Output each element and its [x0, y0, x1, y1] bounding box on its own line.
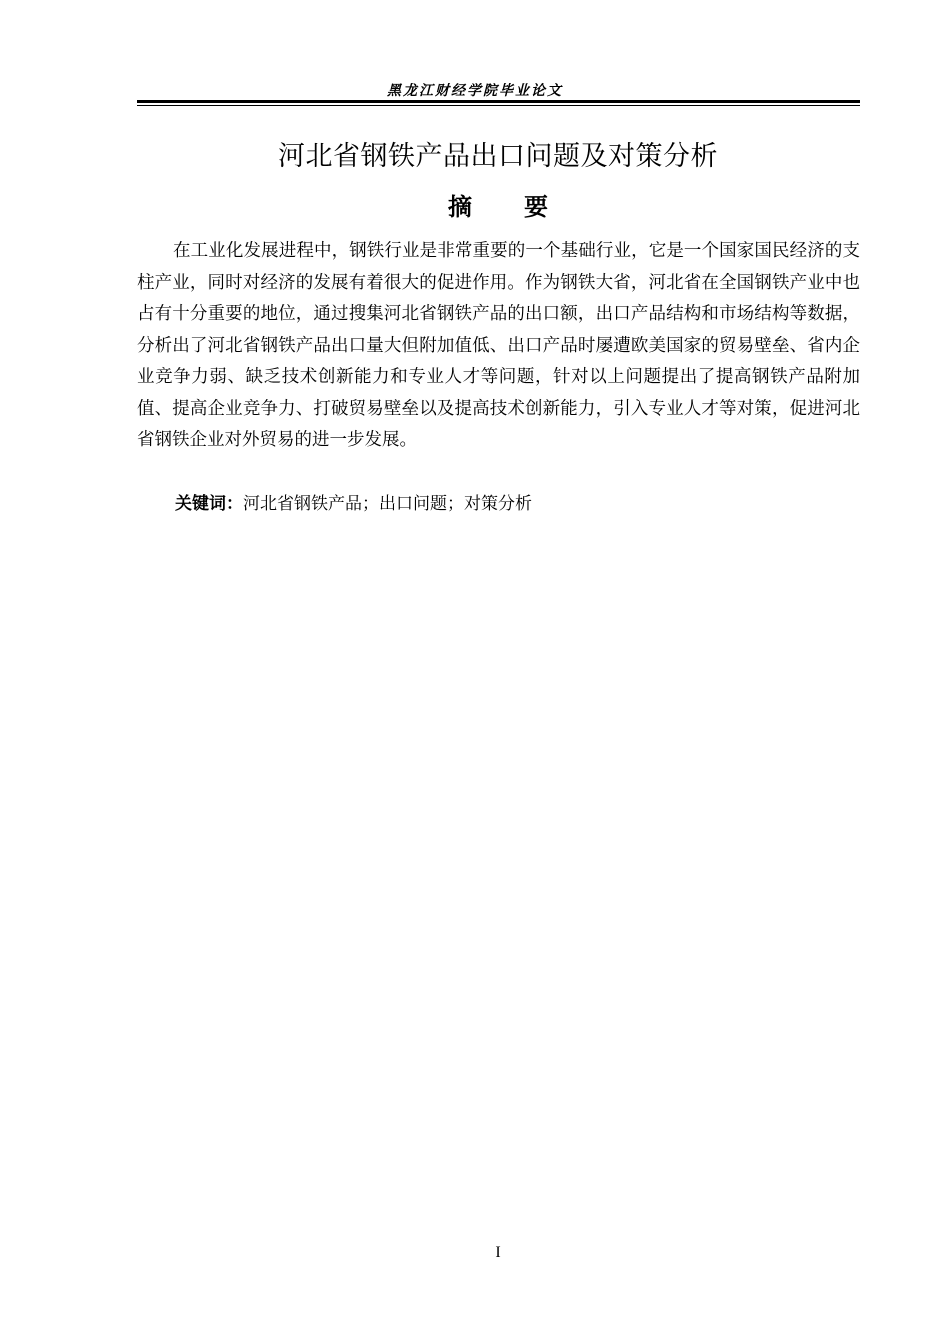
header-rule-thin	[137, 105, 860, 106]
abstract-heading-char-1: 摘	[448, 193, 472, 221]
document-title: 河北省钢铁产品出口问题及对策分析	[278, 141, 718, 172]
abstract-heading-char-2: 要	[524, 193, 548, 221]
keywords-line	[175, 489, 532, 514]
abstract-heading	[0, 187, 950, 222]
keywords-value: 河北省钢铁产品；出口问题；对策分析	[243, 494, 532, 514]
header-rule-thick	[137, 100, 860, 103]
abstract-body: 在工业化发展进程中，钢铁行业是非常重要的一个基础行业，它是一个国家国民经济的支柱产业，同时对经济的发展有着很大的促进作用。作为钢铁大省，河北省在全国钢铁产业中也占有十分重要的地位，通过搜集河北省钢铁产品的出口额，出口产品结构和市场结构等数据，分析出了河北省钢铁产品出口量大但附加值低、出口产品时屡遭欧美国家的贸易壁垒、省内企业竞争力弱、缺乏技术创新能力和专业人才等问题，针对以上问题提出了提高钢铁产品附加值、提高企业竞争力、打破贸易壁垒以及提高技术创新能力，引入专业人才等对策，促进河北省钢铁企业对外贸易的进一步发展。	[137, 241, 860, 450]
keywords-label: 关键词：	[175, 494, 243, 514]
page-number: I	[495, 1244, 501, 1261]
running-header: 黑龙江财经学院毕业论文	[387, 83, 563, 99]
